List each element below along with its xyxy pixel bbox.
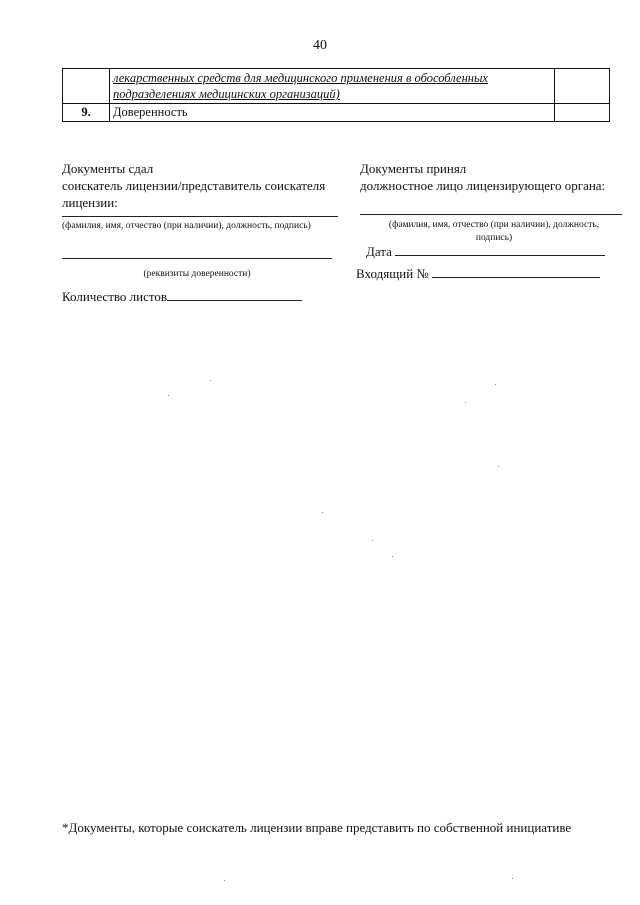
official-signature-line	[360, 214, 622, 215]
scan-speck	[392, 556, 393, 557]
caption-line: (фамилия, имя, отчество (при наличии), должность,	[388, 220, 600, 230]
proxy-details-caption: (реквизиты доверенности)	[143, 269, 251, 279]
row-mark-cell	[555, 104, 610, 122]
table-row	[63, 104, 610, 122]
scan-speck	[372, 540, 373, 541]
scan-speck	[495, 384, 496, 385]
incoming-number-line	[432, 265, 600, 278]
submitter-signature-caption: (фамилия, имя, отчество (при наличии), должность, подпись)	[62, 221, 311, 231]
row-number	[63, 69, 110, 104]
submitted-by-title: Документы сдал	[62, 161, 154, 176]
official-signature-caption	[360, 219, 628, 245]
submitter-signature-line	[62, 216, 338, 217]
accepted-by-block	[360, 160, 630, 194]
submitted-by-block	[62, 160, 352, 211]
row-text: Доверенность	[110, 104, 555, 122]
scan-speck	[224, 880, 225, 881]
date-line	[395, 243, 605, 256]
submitted-by-role-cont: лицензии:	[62, 195, 118, 210]
caption-line: подпись)	[475, 233, 513, 243]
accepted-by-title: Документы принял	[360, 161, 467, 176]
scan-speck	[512, 878, 513, 879]
scan-speck	[210, 380, 211, 381]
footnote: *Документы, которые соискатель лицензии вправе представить по собственной инициативе	[62, 820, 572, 835]
accepted-by-role: должностное лицо лицензирующего органа:	[360, 178, 606, 193]
incoming-number-field	[356, 265, 600, 282]
date-label: Дата	[366, 244, 392, 259]
scan-speck	[465, 402, 466, 403]
scan-speck	[498, 466, 499, 467]
row-text-line: подразделениях медицинских организаций)	[113, 87, 340, 101]
page-number: 40	[313, 38, 327, 53]
submitted-by-role: соискатель лицензии/представитель соискателя	[62, 178, 326, 193]
sheets-count-line	[167, 288, 302, 301]
table-row	[63, 69, 610, 104]
documents-table	[62, 68, 610, 122]
sheets-count	[62, 288, 302, 305]
incoming-number-label: Входящий №	[356, 266, 429, 281]
scan-speck	[168, 395, 169, 396]
row-mark-cell	[555, 69, 610, 104]
sheets-count-label: Количество листов	[62, 289, 168, 304]
scan-speck	[322, 512, 323, 513]
date-field	[366, 243, 605, 260]
proxy-details-line	[62, 258, 332, 259]
row-text-line: лекарственных средств для медицинского применения в обособленных	[113, 71, 488, 85]
row-text	[110, 69, 555, 104]
row-number: 9.	[63, 104, 110, 122]
